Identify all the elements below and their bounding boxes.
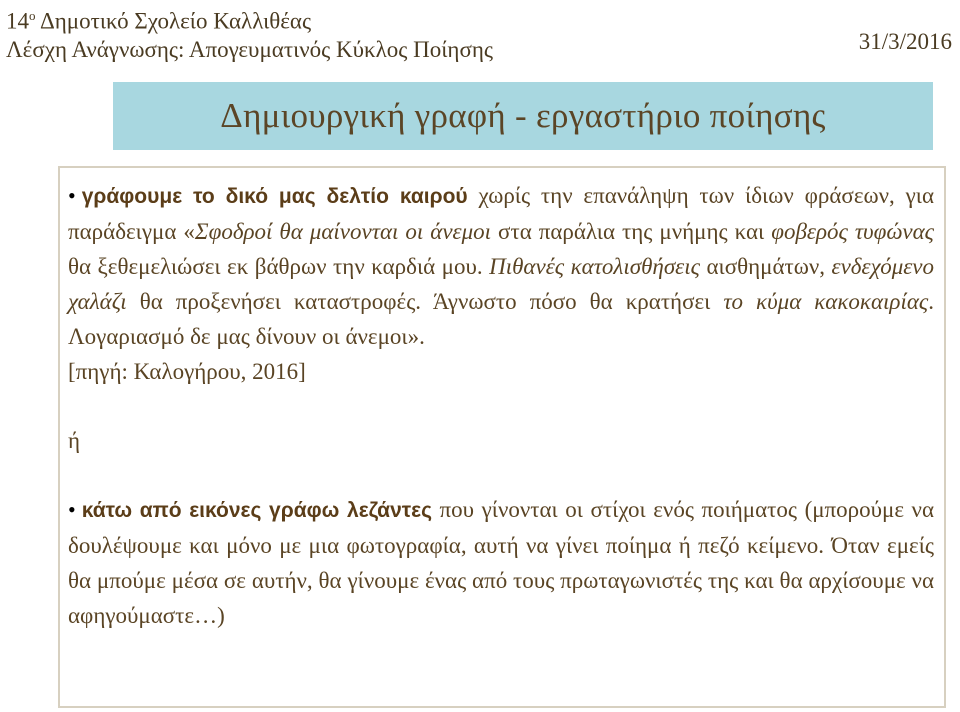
title-banner xyxy=(113,82,933,150)
or-separator: ή xyxy=(68,428,81,453)
bullet-icon: • xyxy=(68,497,76,522)
page-title: Δημιουργική γραφή - εργαστήριο ποίησης xyxy=(220,96,826,135)
header-left xyxy=(6,2,493,64)
reading-club-name: Λέσχη Ανάγνωσης: Απογευματινός Κύκλος Ποίησης xyxy=(6,36,493,62)
source-citation: [πηγή: Καλογήρου, 2016] xyxy=(68,359,306,384)
bullet-lead: γράφουμε το δικό μας δελτίο καιρού xyxy=(81,185,468,208)
bullet-paragraph-weather: • γράφουμε το δικό μας δελτίο καιρού χωρίς την επανάληψη των ίδιων φράσεων, για παράδειγμα «Σφοδροί θα μαίνονται οι άνεμοι στα παράλια της μνήμης και φοβερός τυφώνας θα ξεθεμελιώσει εκ βάθρων την καρδιά μου. Πιθανές κατολισθήσεις αισθημάτων, ενδεχόμενο χαλάζι θα προξενήσει καταστροφές. Άγνωστο πόσο θα κρατήσει το κύμα κακοκαιρίας. Λογαριασμό δε μας δίνουν οι άνεμοι». xyxy=(68,183,935,349)
bullet-paragraph-captions: • κάτω από εικόνες γράφω λεζάντες που γίνονται οι στίχοι ενός ποιήματος (μπορούμε να δουλέψουμε και μόνο με μια φωτογραφία, αυτή να γίνει ποίημα ή πεζό κείμενο. Όταν εμείς θα μπούμε μέσα σε αυτήν, θα γίνουμε ένας από τους πρωταγωνιστές της και θα αρχίσουμε να αφηγούμαστε…) xyxy=(68,497,935,628)
bullet-lead: κάτω από εικόνες γράφω λεζάντες xyxy=(81,499,433,522)
content-box xyxy=(58,166,946,708)
bullet-icon: • xyxy=(68,183,76,208)
date-label: 31/3/2016 xyxy=(858,29,952,54)
school-name: $14^o$ Δημοτικό Σχολείο Καλλιθέας xyxy=(6,8,312,34)
